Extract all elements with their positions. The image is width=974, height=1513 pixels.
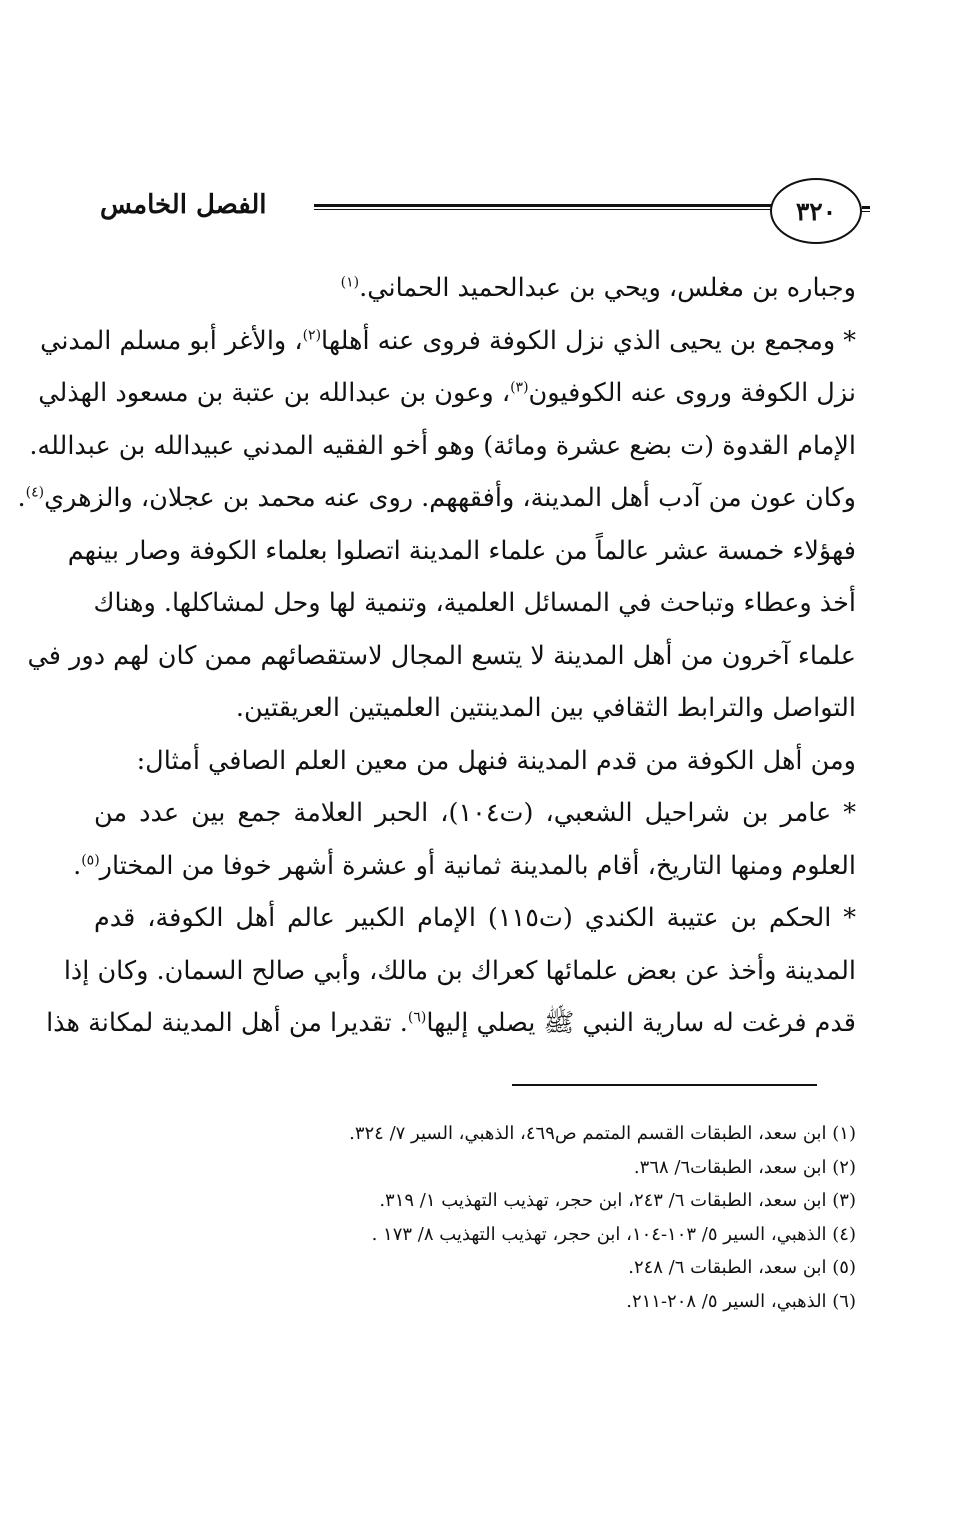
text-line: وكان عون من آدب أهل المدينة، وأفقههم. روى عنه محمد بن عجلان، والزهري$^{(٤)}$.	[17, 483, 856, 513]
text-line: وجباره بن مغلس، ويحي بن عبدالحميد الحماني.$^{(١)}$	[340, 273, 856, 303]
text-line: علماء آخرون من أهل المدينة لا يتسع المجال لاستقصائهم ممن كان لهم دور في	[27, 640, 856, 671]
header-rule-end	[862, 206, 870, 212]
footnote: (٤) الذهبي، السير ٥/ ١٠٣-١٠٤، ابن حجر، تهذيب التهذيب ٨/ ١٧٣ .	[371, 1223, 856, 1245]
text-line: قدم فرغت له سارية النبي ﷺ يصلي إليها$^{(٦)}$. تقديرا من أهل المدينة لمكانة هذا	[46, 1008, 856, 1038]
text-line: أخذ وعطاء وتباحث في المسائل العلمية، وتنمية لها وحل لمشاكلها. وهناك	[93, 588, 856, 618]
chapter-title: الفصل الخامس	[100, 190, 267, 220]
text-line: التواصل والترابط الثقافي بين المدينتين العلميتين العريقتين.	[235, 693, 856, 723]
text-line: فهؤلاء خمسة عشر عالماً من علماء المدينة اتصلوا بعلماء الكوفة وصار بينهم	[67, 535, 856, 566]
footnotes	[94, 1117, 856, 1318]
text-line: نزل الكوفة وروى عنه الكوفيون$^{(٣)}$، وعون بن عبدالله بن عتبة بن مسعود الهذلي	[38, 378, 856, 408]
footnote: (٣) ابن سعد، الطبقات ٦/ ٢٤٣، ابن حجر، تهذيب التهذيب ١/ ٣١٩.	[379, 1190, 856, 1211]
running-header	[100, 178, 870, 242]
page-number-ring	[770, 178, 862, 244]
text-line: العلوم ومنها التاريخ، أقام بالمدينة ثمانية أو عشرة أشهر خوفا من المختار$^{(٥)}$.	[73, 850, 856, 881]
page-number: ٣٢٠	[795, 196, 837, 226]
footnote: (٦) الذهبي، السير ٥/ ٢٠٨-٢١١.	[626, 1290, 856, 1312]
footnote: (١) ابن سعد، الطبقات القسم المتمم ص٤٦٩، الذهبي، السير ٧/ ٣٢٤.	[349, 1123, 856, 1144]
footnote-ref: (٢)	[302, 327, 322, 343]
text-line: ومن أهل الكوفة من قدم المدينة فنهل من معين العلم الصافي أمثال:	[136, 745, 856, 776]
text-line: * عامر بن شراحيل الشعبي، (ت١٠٤)، الحبر العلامة جمع بين عدد من	[94, 798, 856, 828]
footnote-separator	[512, 1084, 817, 1086]
text-line: المدينة وأخذ عن بعض علمائها كعراك بن مالك، وأبي صالح السمان. وكان إذا	[63, 955, 856, 986]
footnote-ref: (١)	[340, 274, 360, 291]
footnote-ref: (٣)	[510, 379, 529, 396]
footnote: (٢) ابن سعد، الطبقات٦/ ٣٦٨.	[633, 1156, 856, 1178]
footnote-ref: (٦)	[407, 1009, 427, 1026]
footnote-ref: (٤)	[25, 484, 45, 501]
footnote: (٥) ابن سعد، الطبقات ٦/ ٢٤٨.	[628, 1257, 856, 1278]
text-line: * ومجمع بن يحيى الذي نزل الكوفة فروى عنه أهلها$^{(٢)}$، والأغر أبو مسلم المدني	[40, 325, 856, 356]
text-line: الإمام القدوة (ت بضع عشرة ومائة) وهو أخو الفقيه المدني عبيدالله بن عبدالله.	[29, 430, 856, 461]
footnote-ref: (٥)	[81, 852, 100, 868]
text-line: * الحكم بن عتيبة الكندي (ت١١٥) الإمام الكبير عالم أهل الكوفة، قدم	[94, 903, 856, 933]
main-text	[17, 262, 856, 1050]
